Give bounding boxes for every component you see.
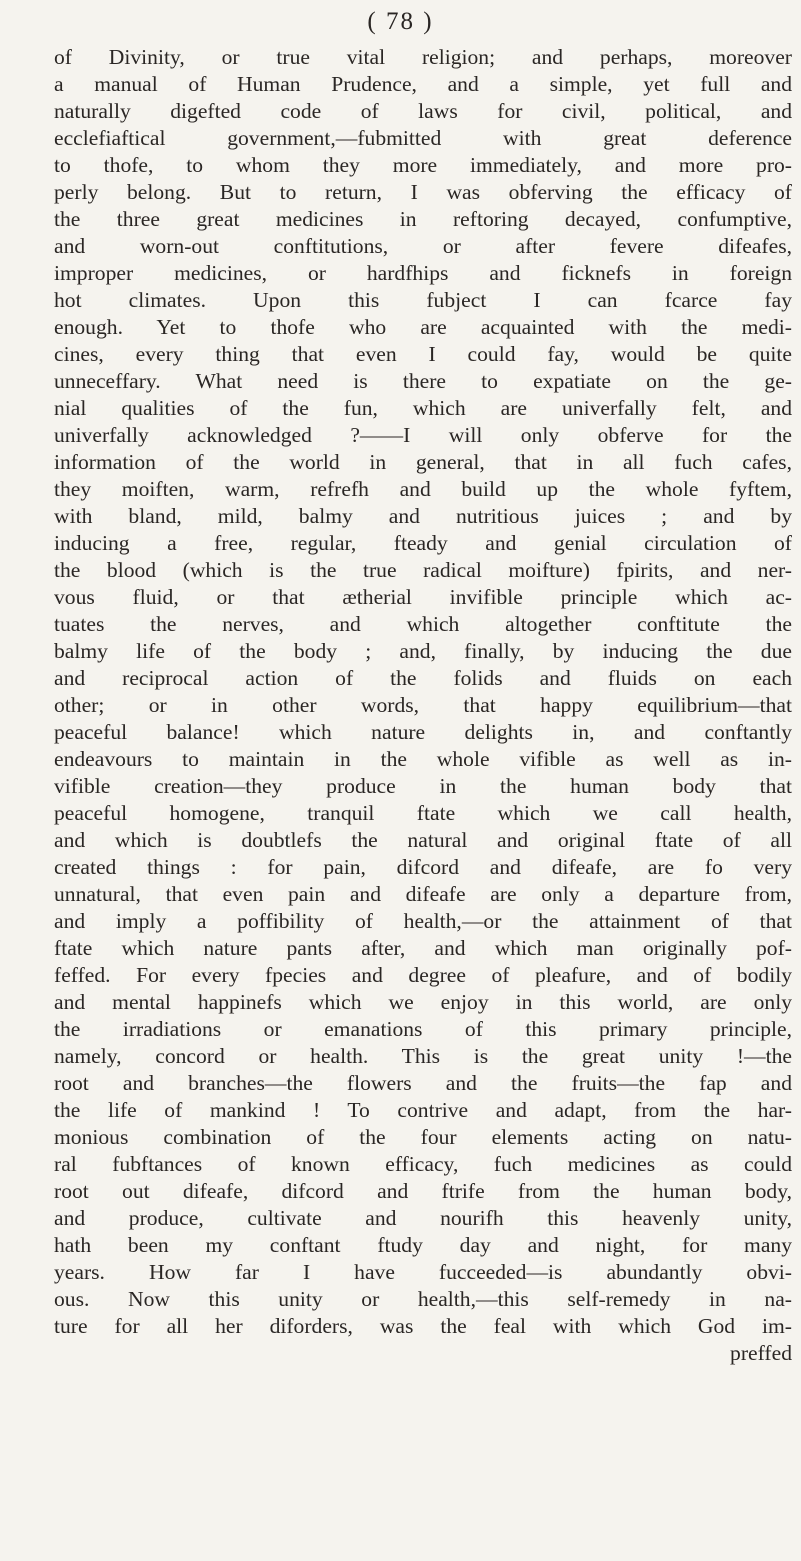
text-line: univerfally acknowledged ?——I will only obferve for the xyxy=(54,423,792,447)
text-line: tuates the nerves, and which altogether conftitute the xyxy=(54,612,792,636)
text-line: and which is doubtlefs the natural and original ftate of all xyxy=(54,828,792,852)
text-line: endeavours to maintain in the whole vifible as well as in- xyxy=(54,747,792,771)
text-line: to thofe, to whom they more immediately, and more pro- xyxy=(54,153,792,177)
text-line: and mental happinefs which we enjoy in this world, are only xyxy=(54,990,792,1014)
text-line: of Divinity, or true vital religion; and perhaps, moreover xyxy=(54,45,792,69)
text-line: and produce, cultivate and nourifh this heavenly unity, xyxy=(54,1206,792,1230)
text-line: ture for all her diforders, was the feal with which God im- xyxy=(54,1314,792,1338)
text-line: peaceful homogene, tranquil ftate which we call health, xyxy=(54,801,792,825)
text-line: hath been my conftant ftudy day and night, for many xyxy=(54,1233,792,1257)
text-line: root and branches—the flowers and the fruits—the fap and xyxy=(54,1071,792,1095)
text-line: and imply a poffibility of health,—or the attainment of that xyxy=(54,909,792,933)
text-line: feffed. For every fpecies and degree of pleafure, and of bodily xyxy=(54,963,792,987)
text-line: root out difeafe, difcord and ftrife from the human body, xyxy=(54,1179,792,1203)
text-line: and reciprocal action of the folids and fluids on each xyxy=(54,666,792,690)
text-line: unneceffary. What need is there to expatiate on the ge- xyxy=(54,369,792,393)
text-line: balmy life of the body ; and, finally, by inducing the due xyxy=(54,639,792,663)
text-line: namely, concord or health. This is the great unity !—the xyxy=(54,1044,792,1068)
text-line: naturally digefted code of laws for civil, political, and xyxy=(54,99,792,123)
text-line: ecclefiaftical government,—fubmitted with great deference xyxy=(54,126,792,150)
text-line: a manual of Human Prudence, and a simple, yet full and xyxy=(54,72,792,96)
text-line: the three great medicines in reftoring decayed, confumptive, xyxy=(54,207,792,231)
page-number: ( 78 ) xyxy=(367,8,434,35)
text-line: monious combination of the four elements acting on natu- xyxy=(54,1125,792,1149)
text-line: ftate which nature pants after, and which man originally pof- xyxy=(54,936,792,960)
text-line: the life of mankind ! To contrive and adapt, from the har- xyxy=(54,1098,792,1122)
text-line: peaceful balance! which nature delights in, and conftantly xyxy=(54,720,792,744)
body-text xyxy=(54,44,792,1367)
text-line: and worn-out conftitutions, or after fevere difeafes, xyxy=(54,234,792,258)
text-line: information of the world in general, that in all fuch cafes, xyxy=(54,450,792,474)
text-line: the irradiations or emanations of this primary principle, xyxy=(54,1017,792,1041)
text-line: enough. Yet to thofe who are acquainted with the medi- xyxy=(54,315,792,339)
text-line: other; or in other words, that happy equilibrium—that xyxy=(54,693,792,717)
text-line: perly belong. But to return, I was obferving the efficacy of xyxy=(54,180,792,204)
text-line: vifible creation—they produce in the human body that xyxy=(54,774,792,798)
text-line: years. How far I have fucceeded—is abundantly obvi- xyxy=(54,1260,792,1284)
text-line: inducing a free, regular, fteady and genial circulation of xyxy=(54,531,792,555)
text-line: they moiften, warm, refrefh and build up the whole fyftem, xyxy=(54,477,792,501)
text-line: vous fluid, or that ætherial invifible principle which ac- xyxy=(54,585,792,609)
text-line: with bland, mild, balmy and nutritious juices ; and by xyxy=(54,504,792,528)
text-line: created things : for pain, difcord and difeafe, are fo very xyxy=(54,855,792,879)
text-line: unnatural, that even pain and difeafe are only a departure from, xyxy=(54,882,792,906)
catchword: preffed xyxy=(730,1341,792,1365)
text-line: ral fubftances of known efficacy, fuch medicines as could xyxy=(54,1152,792,1176)
text-line: the blood (which is the true radical moifture) fpirits, and ner- xyxy=(54,558,792,582)
text-line: ous. Now this unity or health,—this self-remedy in na- xyxy=(54,1287,792,1311)
text-line: nial qualities of the fun, which are univerfally felt, and xyxy=(54,396,792,420)
text-line: improper medicines, or hardfhips and ficknefs in foreign xyxy=(54,261,792,285)
text-line: hot climates. Upon this fubject I can fcarce fay xyxy=(54,288,792,312)
text-line: cines, every thing that even I could fay, would be quite xyxy=(54,342,792,366)
